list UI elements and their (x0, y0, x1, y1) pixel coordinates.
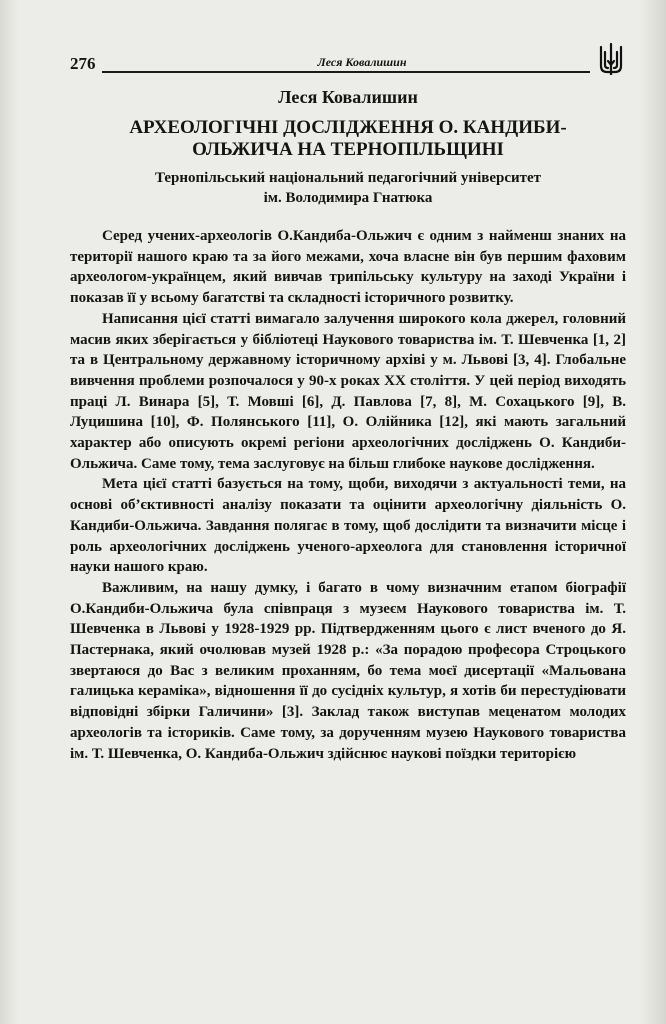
author-name: Леся Ковалишин (278, 87, 418, 107)
article-title (70, 117, 626, 161)
page-number: 276 (70, 54, 96, 73)
paragraph-3: Мета цієї статті базується на тому, щоби, виходячи з актуальності теми, на основі об’єктивності аналізу показати та оцінити археологічну діяльність О. Кандиби-Ольжича. Завдання полягає в тому, щоб дослідити та визначити місце і роль археологічних досліджень ученого-археолога для становлення історичної науки нашого краю. (70, 476, 626, 576)
article-body (70, 226, 626, 764)
paragraph-4: Важливим, на нашу думку, і багато в чому визначним етапом біографії О.Кандиби-Ольжича була співпраця з музеєм Наукового товариства ім. Т. Шевченка в Львові у 1928-1929 рр. Підтвердженням цього є лист вченого до Я. Пастернака, який очолював музей 1928 р.: «За порадою професора Строцького звертаюся до Вас з великим проханням, бо тема моєї дисертації «Мальована галицька кераміка», відношення її до сусідніх культур, я хотів би перестудіювати відповідні збірки Галичини» [3]. Заклад також виступав меценатом молодих археологів та істориків. Саме тому, за дорученням музею Наукового товариства ім. Т. Шевченка, О. Кандиба-Ольжич здійснює наукові поїздки територією (70, 579, 626, 762)
author-affiliation (70, 168, 626, 208)
running-head: Леся Ковалишин (317, 55, 407, 69)
affiliation-line-1: Тернопільський національний педагогічний університет (154, 170, 542, 186)
paragraph-2: Написання цієї статті вимагало залучення широкого кола джерел, головний масив яких зберігається у бібліотеці Наукового товариства ім. Т. Шевченка [1, 2] та в Центральному державному історичному архіві у м. Львові [3, 4]. Глобальне вивчення проблеми розпочалося у 90-х роках ХХ століття. У цей період виходять праці Л. Винара [5], Т. Мовші [6], Д. Павлова [7, 8], М. Сохацького [9], В. Луцишина [10], Ф. Полянського [11], О. Олійника [12], які мають загальний характер або описують окремі регіони археологічних досліджень О. Кандиби-Ольжича. Саме тому, тема заслуговує на більш глибоке наукове дослідження. (70, 310, 626, 472)
affiliation-line-2: ім. Володимира Гнатюка (263, 190, 433, 206)
page-header (70, 50, 626, 84)
trident-icon (596, 42, 626, 76)
article-content (70, 86, 626, 764)
header-rule (102, 71, 590, 73)
title-line-1: АРХЕОЛОГІЧНІ ДОСЛІДЖЕННЯ О. КАНДИБИ- (129, 117, 567, 138)
title-line-2: ОЛЬЖИЧА НА ТЕРНОПІЛЬЩИНІ (192, 139, 504, 160)
paragraph-1: Серед учених-археологів О.Кандиба-Ольжич є одним з найменш знаних на території нашого краю та за його межами, хоча власне він був першим фаховим археологом-українцем, який вивчав трипільську культуру на заході України і показав її у всьому багатстві та складності історичного розвитку. (70, 228, 626, 307)
